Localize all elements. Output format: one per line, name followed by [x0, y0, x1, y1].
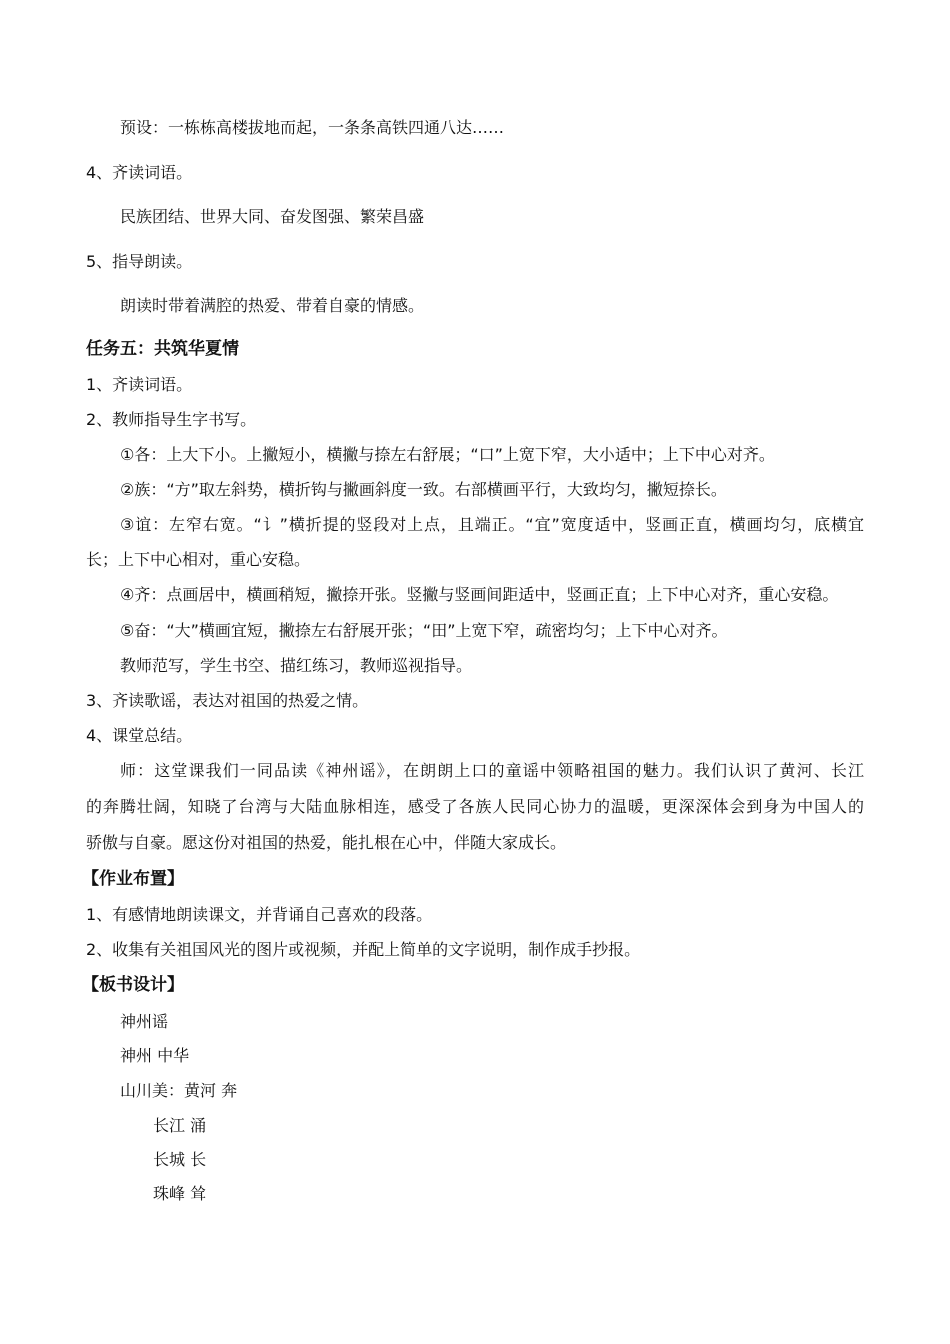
character-ge-guide: ①各：上大下小。上撇短小，横撇与捺左右舒展；“口”上宽下窄，大小适中；上下中心对齐。 [120, 445, 775, 464]
homework-item-1: 1、有感情地朗读课文，并背诵自己喜欢的段落。 [86, 905, 433, 924]
step-5-guide-reading: 5、指导朗读。 [86, 252, 193, 271]
summary-line2: 的奔腾壮阔，知晓了台湾与大陆血脉相连，感受了各族人民同心协力的温暖，更深深体会到身为中国人的 [86, 797, 864, 816]
reading-guidance: 朗读时带着满腔的热爱、带着自豪的情感。 [120, 296, 425, 315]
board-line-changjiang: 长江 涌 [153, 1116, 207, 1135]
task5-step-2: 2、教师指导生字书写。 [86, 410, 257, 429]
teacher-demo-text: 教师范写，学生书空、描红练习，教师巡视指导。 [120, 656, 473, 675]
step-4-read-words: 4、齐读词语。 [86, 163, 193, 182]
board-design-heading: 【板书设计】 [82, 975, 184, 995]
task5-step-4: 4、课堂总结。 [86, 726, 193, 745]
preset-text: 预设：一栋栋高楼拔地而起，一条条高铁四通八达…… [120, 118, 505, 137]
task5-step-1: 1、齐读词语。 [86, 375, 193, 394]
homework-heading: 【作业布置】 [82, 869, 184, 889]
character-qi-guide: ④齐：点画居中，横画稍短，撇捺开张。竖撇与竖画间距适中，竖画正直；上下中心对齐，重心安稳。 [120, 585, 839, 604]
character-zu-guide: ②族：“方”取左斜势，横折钩与撇画斜度一致。右部横画平行，大致均匀，撇短捺长。 [120, 480, 727, 499]
word-list: 民族团结、世界大同、奋发图强、繁荣昌盛 [120, 207, 425, 226]
board-line-shanchuan: 山川美：黄河 奔 [120, 1081, 238, 1100]
summary-line3: 骄傲与自豪。愿这份对祖国的热爱，能扎根在心中，伴随大家成长。 [86, 833, 567, 852]
character-fen-guide: ⑤奋：“大”横画宜短，撇捺左右舒展开张；“田”上宽下窄，疏密均匀；上下中心对齐。 [120, 621, 728, 640]
board-line-shenzhou: 神州 中华 [120, 1046, 190, 1065]
task5-step-3: 3、齐读歌谣，表达对祖国的热爱之情。 [86, 691, 369, 710]
homework-item-2: 2、收集有关祖国风光的图片或视频，并配上简单的文字说明，制作成手抄报。 [86, 940, 641, 959]
board-title: 神州谣 [120, 1012, 169, 1031]
task-five-heading: 任务五：共筑华夏情 [86, 339, 239, 359]
board-line-changcheng: 长城 长 [153, 1150, 207, 1169]
board-line-zhufeng: 珠峰 耸 [153, 1184, 207, 1203]
character-yi-guide-line1: ③谊：左窄右宽。“讠”横折提的竖段对上点，且端正。“宜”宽度适中，竖画正直，横画均匀，底横宜 [120, 515, 864, 534]
summary-line1: 师：这堂课我们一同品读《神州谣》，在朗朗上口的童谣中领略祖国的魅力。我们认识了黄河、长江 [120, 761, 864, 780]
character-yi-guide-line2: 长；上下中心相对，重心安稳。 [86, 550, 311, 569]
